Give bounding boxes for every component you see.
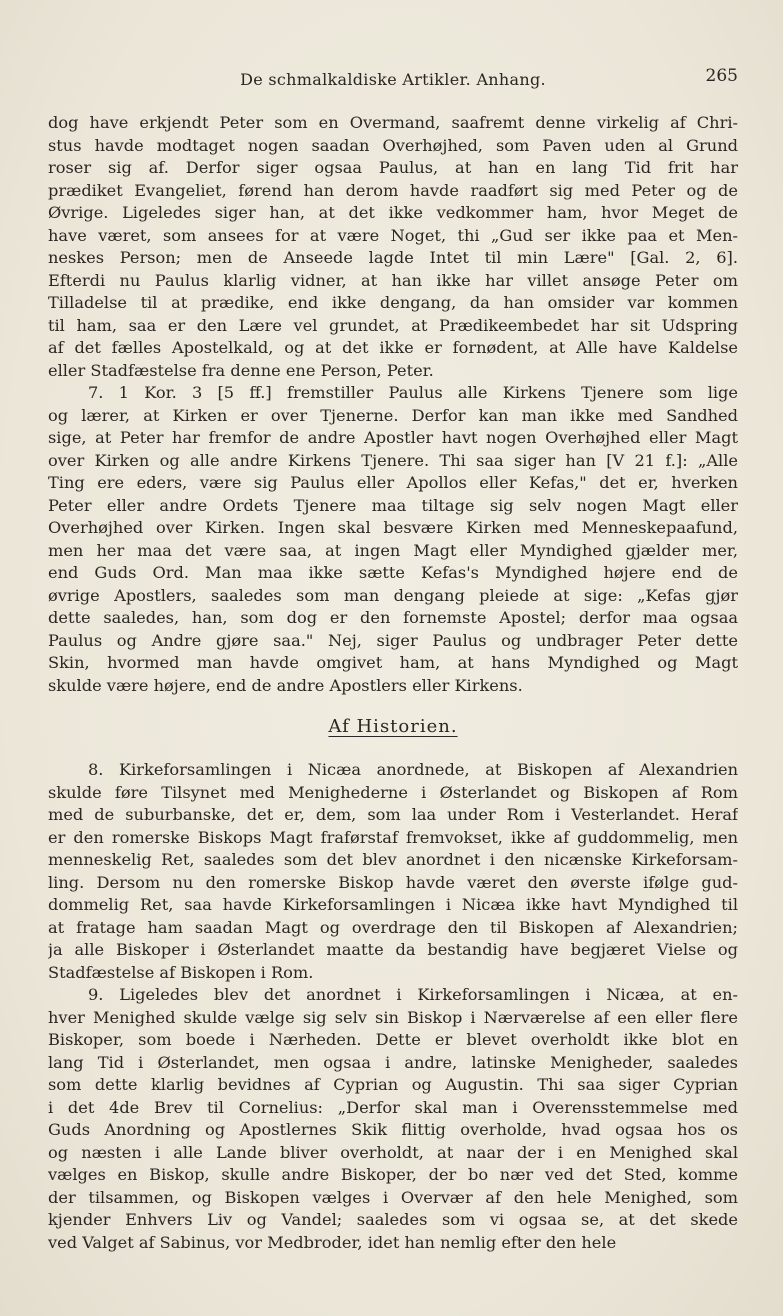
text-line: i det 4de Brev til Cornelius: „Derfor skal man i Overensstemmelse med: [48, 1097, 738, 1117]
text-line: have været, som ansees for at være Noget, thi „Gud ser ikke paa et Men-: [48, 225, 738, 245]
text-line: ling. Dersom nu den romerske Biskop havde været den øverste ifølge gud-: [48, 872, 738, 892]
text-line: dommelig Ret, saa havde Kirkeforsamlingen i Nicæa ikke havt Myndighed til: [48, 895, 738, 914]
text-line: til ham, saa er den Lære vel grundet, at Prædikeembedet har sit Udspring: [48, 315, 738, 335]
running-title: De schmalkaldiske Artikler. Anhang.: [240, 70, 546, 89]
text-line: kjender Enhvers Liv og Vandel; saaledes som vi ogsaa se, at det skede: [48, 1210, 738, 1229]
text-line: ja alle Biskoper i Østerlandet maatte da bestandig have begjæret Vielse og: [48, 940, 738, 959]
text-line: Guds Anordning og Apostlernes Skik flittig overholde, hvad ogsaa hos os: [48, 1120, 738, 1139]
text-line: dog have erkjendt Peter som en Overmand, saafremt denne virkelig af Chri-: [48, 113, 738, 132]
text-line: dette saaledes, han, som dog er den fornemste Apostel; derfor maa ogsaa: [48, 608, 738, 627]
text-line: at fratage ham saadan Magt og overdrage den til Biskopen af Alexandrien;: [48, 917, 738, 937]
page-number: 265: [705, 66, 738, 86]
text-line: Ting ere eders, være sig Paulus eller Apollos eller Kefas," det er, hverken: [48, 473, 738, 492]
text-line: lang Tid i Østerlandet, men ogsaa i andre, latinske Menigheder, saaledes: [48, 1052, 738, 1072]
text-line: Peter eller andre Ordets Tjenere maa tiltage sig selv nogen Magt eller: [48, 495, 738, 515]
text-line: ved Valget af Sabinus, vor Medbroder, idet han nemlig efter den hele: [48, 1232, 617, 1252]
paragraph-8: [48, 759, 738, 984]
text-line: hver Menighed skulde vælge sig selv sin Biskop i Nærværelse af een eller flere: [48, 1007, 738, 1027]
text-line: Overhøjhed over Kirken. Ingen skal besvære Kirken med Menneskepaafund,: [48, 518, 738, 537]
text-line: 8. Kirkeforsamlingen i Nicæa anordnede, at Biskopen af Alexandrien: [88, 760, 738, 779]
text-line: er den romerske Biskops Magt fraførstaf fremvokset, ikke af guddommelig, men: [48, 827, 738, 847]
text-line: øvrige Apostlers, saaledes som man dengang pleiede at sige: „Kefas gjør: [48, 585, 738, 605]
text-line: der tilsammen, og Biskopen vælges i Overvær af den hele Menighed, som: [48, 1187, 738, 1207]
body-text: [48, 112, 738, 1254]
spacer: [48, 747, 738, 759]
text-line: og lærer, at Kirken er over Tjenerne. Derfor kan man ikke med Sandhed: [48, 405, 738, 425]
text-line: neskes Person; men de Anseede lagde Intet til min Lære" [Gal. 2, 6].: [48, 248, 738, 267]
text-line: sige, at Peter har fremfor de andre Apostler havt nogen Overhøjhed eller Magt: [48, 428, 738, 447]
text-line: men her maa det være saa, at ingen Magt eller Myndighed gjælder mer,: [48, 540, 738, 560]
paragraph-9: [48, 984, 738, 1254]
text-line: Paulus og Andre gjøre saa." Nej, siger Paulus og undbrager Peter dette: [48, 630, 738, 650]
text-line: Stadfæstelse af Biskopen i Rom.: [48, 962, 314, 982]
paragraph-7: [48, 382, 738, 697]
page-header: [48, 66, 738, 98]
text-line: med de suburbanske, det er, dem, som laa under Rom i Vesterlandet. Heraf: [48, 805, 738, 824]
text-line: prædiket Evangeliet, førend han derom havde raadført sig med Peter og de: [48, 180, 738, 200]
text-line: Biskoper, som boede i Nærheden. Dette er blevet overholdt ikke blot en: [48, 1030, 738, 1049]
section-heading: Af Historien.: [328, 716, 458, 737]
text-line: menneskelig Ret, saaledes som det blev anordnet i den nicænske Kirkeforsam-: [48, 850, 738, 869]
paragraph-continuation: [48, 112, 738, 382]
text-line: eller Stadfæstelse fra denne ene Person, Peter.: [48, 360, 434, 380]
text-line: 9. Ligeledes blev det anordnet i Kirkeforsamlingen i Nicæa, at en-: [88, 985, 738, 1004]
text-line: Skin, hvormed man havde omgivet ham, at hans Myndighed og Magt: [48, 653, 738, 672]
text-line: Øvrige. Ligeledes siger han, at det ikke vedkommer ham, hvor Meget de: [48, 203, 738, 222]
text-line: Tilladelse til at prædike, end ikke dengang, da han omsider var kommen: [48, 293, 738, 312]
text-line: skulde føre Tilsynet med Menighederne i Østerlandet og Biskopen af Rom: [48, 782, 738, 802]
text-line: skulde være højere, end de andre Apostlers eller Kirkens.: [48, 675, 523, 695]
text-line: vælges en Biskop, skulle andre Biskoper, der bo nær ved det Sted, komme: [48, 1165, 738, 1184]
text-line: og næsten i alle Lande bliver overholdt, at naar der i en Menighed skal: [48, 1142, 738, 1162]
text-line: af det fælles Apostelkald, og at det ikke er fornødent, at Alle have Kaldelse: [48, 338, 738, 357]
text-line: Efterdi nu Paulus klarlig vidner, at han ikke har villet ansøge Peter om: [48, 270, 738, 290]
text-line: 7. 1 Kor. 3 [5 ff.] fremstiller Paulus alle Kirkens Tjenere som lige: [88, 383, 738, 402]
text-line: over Kirken og alle andre Kirkens Tjenere. Thi saa siger han [V 21 f.]: „Alle: [48, 450, 738, 470]
text-line: stus havde modtaget nogen saadan Overhøjhed, som Paven uden al Grund: [48, 135, 738, 155]
text-line: roser sig af. Derfor siger ogsaa Paulus, at han en lang Tid frit har: [48, 158, 738, 177]
text-line: end Guds Ord. Man maa ikke sætte Kefas's Myndighed højere end de: [48, 563, 738, 582]
text-line: som dette klarlig bevidnes af Cyprian og Augustin. Thi saa siger Cyprian: [48, 1075, 738, 1094]
